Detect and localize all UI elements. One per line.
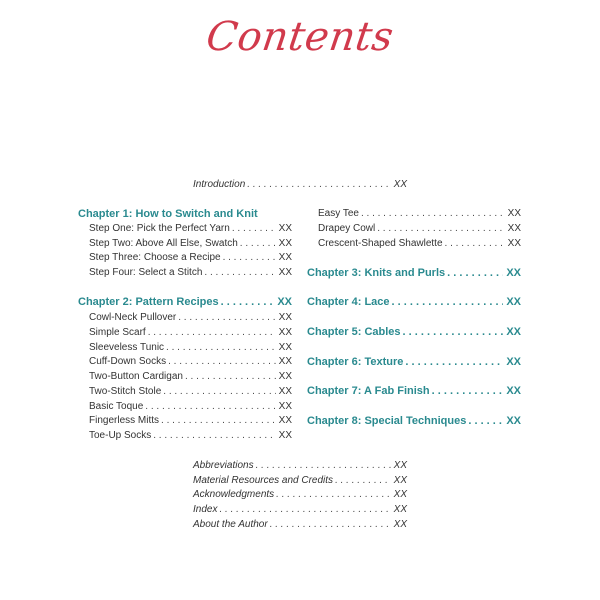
toc-chapter-entry[interactable] <box>307 413 521 429</box>
toc-chapter-entry[interactable] <box>307 383 521 399</box>
page-number: XX <box>507 238 521 249</box>
toc-chapter-entry[interactable] <box>307 354 521 370</box>
page-number: XX <box>278 326 292 338</box>
entry-title: Toe-Up Socks <box>89 430 152 441</box>
dot-leader <box>405 354 503 370</box>
dot-leader <box>256 459 391 473</box>
page-number: XX <box>278 385 292 397</box>
entry-title: Cowl-Neck Pullover <box>89 312 177 323</box>
dot-leader <box>168 355 276 369</box>
entry-title: Fingerless Mitts <box>89 415 160 427</box>
page-number: XX <box>506 326 521 338</box>
page-number: XX <box>278 267 292 278</box>
dot-leader <box>276 488 391 502</box>
page-number: XX <box>278 371 292 382</box>
toc-entry[interactable] <box>318 222 521 236</box>
dot-leader <box>148 326 276 340</box>
dot-leader <box>145 400 275 414</box>
dot-leader <box>361 207 505 221</box>
toc-entry[interactable] <box>89 370 292 384</box>
page-number: XX <box>278 341 292 353</box>
dot-leader <box>392 294 504 310</box>
page-number: XX <box>393 519 407 530</box>
toc-entry[interactable] <box>89 355 292 369</box>
page-number: XX <box>506 415 521 427</box>
page-number: XX <box>278 238 292 249</box>
dot-leader <box>232 222 276 236</box>
dot-leader <box>221 294 275 310</box>
toc-entry[interactable] <box>89 266 292 280</box>
dot-leader <box>377 222 504 236</box>
dot-leader <box>403 324 504 340</box>
entry-title: Two-Button Cardigan <box>89 371 183 382</box>
dot-leader <box>161 414 276 428</box>
dot-leader <box>468 413 503 429</box>
entry-title: Simple Scarf <box>89 326 146 338</box>
dot-leader <box>204 266 275 280</box>
toc-chapter-entry[interactable] <box>307 294 521 310</box>
toc-entry[interactable] <box>89 311 292 325</box>
toc-entry[interactable] <box>193 503 407 517</box>
page-title: Contents <box>203 14 397 60</box>
entry-title: Basic Toque <box>89 400 144 412</box>
page-number: XX <box>393 179 407 190</box>
entry-title: Crescent-Shaped Shawlette <box>318 238 443 249</box>
entry-title: Step Two: Above All Else, Swatch <box>89 238 238 249</box>
toc-entry[interactable] <box>318 237 521 251</box>
dot-leader <box>240 237 276 251</box>
entry-title: Chapter 2: Pattern Recipes <box>78 296 219 308</box>
chapter-heading: Chapter 1: How to Switch and Knit <box>78 208 258 220</box>
entry-title: Index <box>193 504 218 515</box>
dot-leader <box>445 237 505 251</box>
toc-entry[interactable] <box>193 488 407 502</box>
page-number: XX <box>277 296 292 308</box>
toc-entry[interactable] <box>193 178 407 192</box>
page-number: XX <box>278 356 292 368</box>
entry-title: Chapter 7: A Fab Finish <box>307 385 430 397</box>
page-number: XX <box>507 208 521 219</box>
toc-entry[interactable] <box>89 237 292 251</box>
toc-entry[interactable] <box>89 326 292 340</box>
entry-title: Step Three: Choose a Recipe <box>89 252 221 263</box>
page-number: XX <box>393 489 407 500</box>
toc-entry[interactable] <box>89 222 292 236</box>
page-number: XX <box>393 460 407 471</box>
entry-title: Chapter 5: Cables <box>307 326 401 338</box>
toc-entry[interactable] <box>89 251 292 265</box>
entry-title: Abbreviations <box>193 460 254 471</box>
toc-chapter-entry[interactable] <box>307 324 521 340</box>
page-number: XX <box>278 252 292 263</box>
dot-leader <box>447 265 503 281</box>
toc-entry[interactable] <box>89 414 292 428</box>
page-number: XX <box>393 504 407 515</box>
entry-title: Sleeveless Tunic <box>89 341 165 353</box>
toc-entry[interactable] <box>193 474 407 488</box>
entry-title: Chapter 8: Special Techniques <box>307 415 467 427</box>
entry-title: Chapter 6: Texture <box>307 356 404 368</box>
entry-title: Chapter 4: Lace <box>307 296 390 308</box>
page-number: XX <box>506 356 521 368</box>
toc-entry[interactable] <box>89 429 292 443</box>
entry-title: Step One: Pick the Perfect Yarn <box>89 223 230 234</box>
dot-leader <box>185 370 276 384</box>
toc-entry[interactable] <box>89 400 292 414</box>
page-number: XX <box>506 385 521 397</box>
entry-title: Drapey Cowl <box>318 223 376 234</box>
dot-leader <box>178 311 275 325</box>
entry-title: Cuff-Down Socks <box>89 356 167 368</box>
page-number: XX <box>278 430 292 441</box>
page-number: XX <box>278 223 292 234</box>
toc-entry[interactable] <box>89 385 292 399</box>
page-number: XX <box>278 400 292 412</box>
page-number: XX <box>506 296 521 308</box>
dot-leader <box>166 341 276 355</box>
dot-leader <box>247 178 390 192</box>
dot-leader <box>163 385 275 399</box>
entry-title: Acknowledgments <box>193 489 275 500</box>
entry-title: About the Author <box>193 519 268 530</box>
entry-title: Introduction <box>193 179 246 190</box>
dot-leader <box>270 518 391 532</box>
dot-leader <box>335 474 391 488</box>
entry-title: Material Resources and Credits <box>193 475 334 486</box>
page-number: XX <box>278 312 292 323</box>
dot-leader <box>432 383 504 399</box>
page-number: XX <box>393 475 407 486</box>
page-number: XX <box>507 223 521 234</box>
entry-title: Two-Stitch Stole <box>89 385 162 397</box>
dot-leader <box>219 503 390 517</box>
toc-chapter-entry[interactable] <box>78 294 292 310</box>
toc-chapter-entry[interactable] <box>307 265 521 281</box>
dot-leader <box>153 429 275 443</box>
page-number: XX <box>278 415 292 427</box>
page-number: XX <box>506 267 521 279</box>
dot-leader <box>223 251 276 265</box>
toc-entry[interactable] <box>193 459 407 473</box>
toc-entry[interactable] <box>89 341 292 355</box>
toc-entry[interactable] <box>193 518 407 532</box>
entry-title: Step Four: Select a Stitch <box>89 267 203 278</box>
entry-title: Easy Tee <box>318 208 359 219</box>
entry-title: Chapter 3: Knits and Purls <box>307 267 446 279</box>
toc-entry[interactable] <box>318 207 521 221</box>
